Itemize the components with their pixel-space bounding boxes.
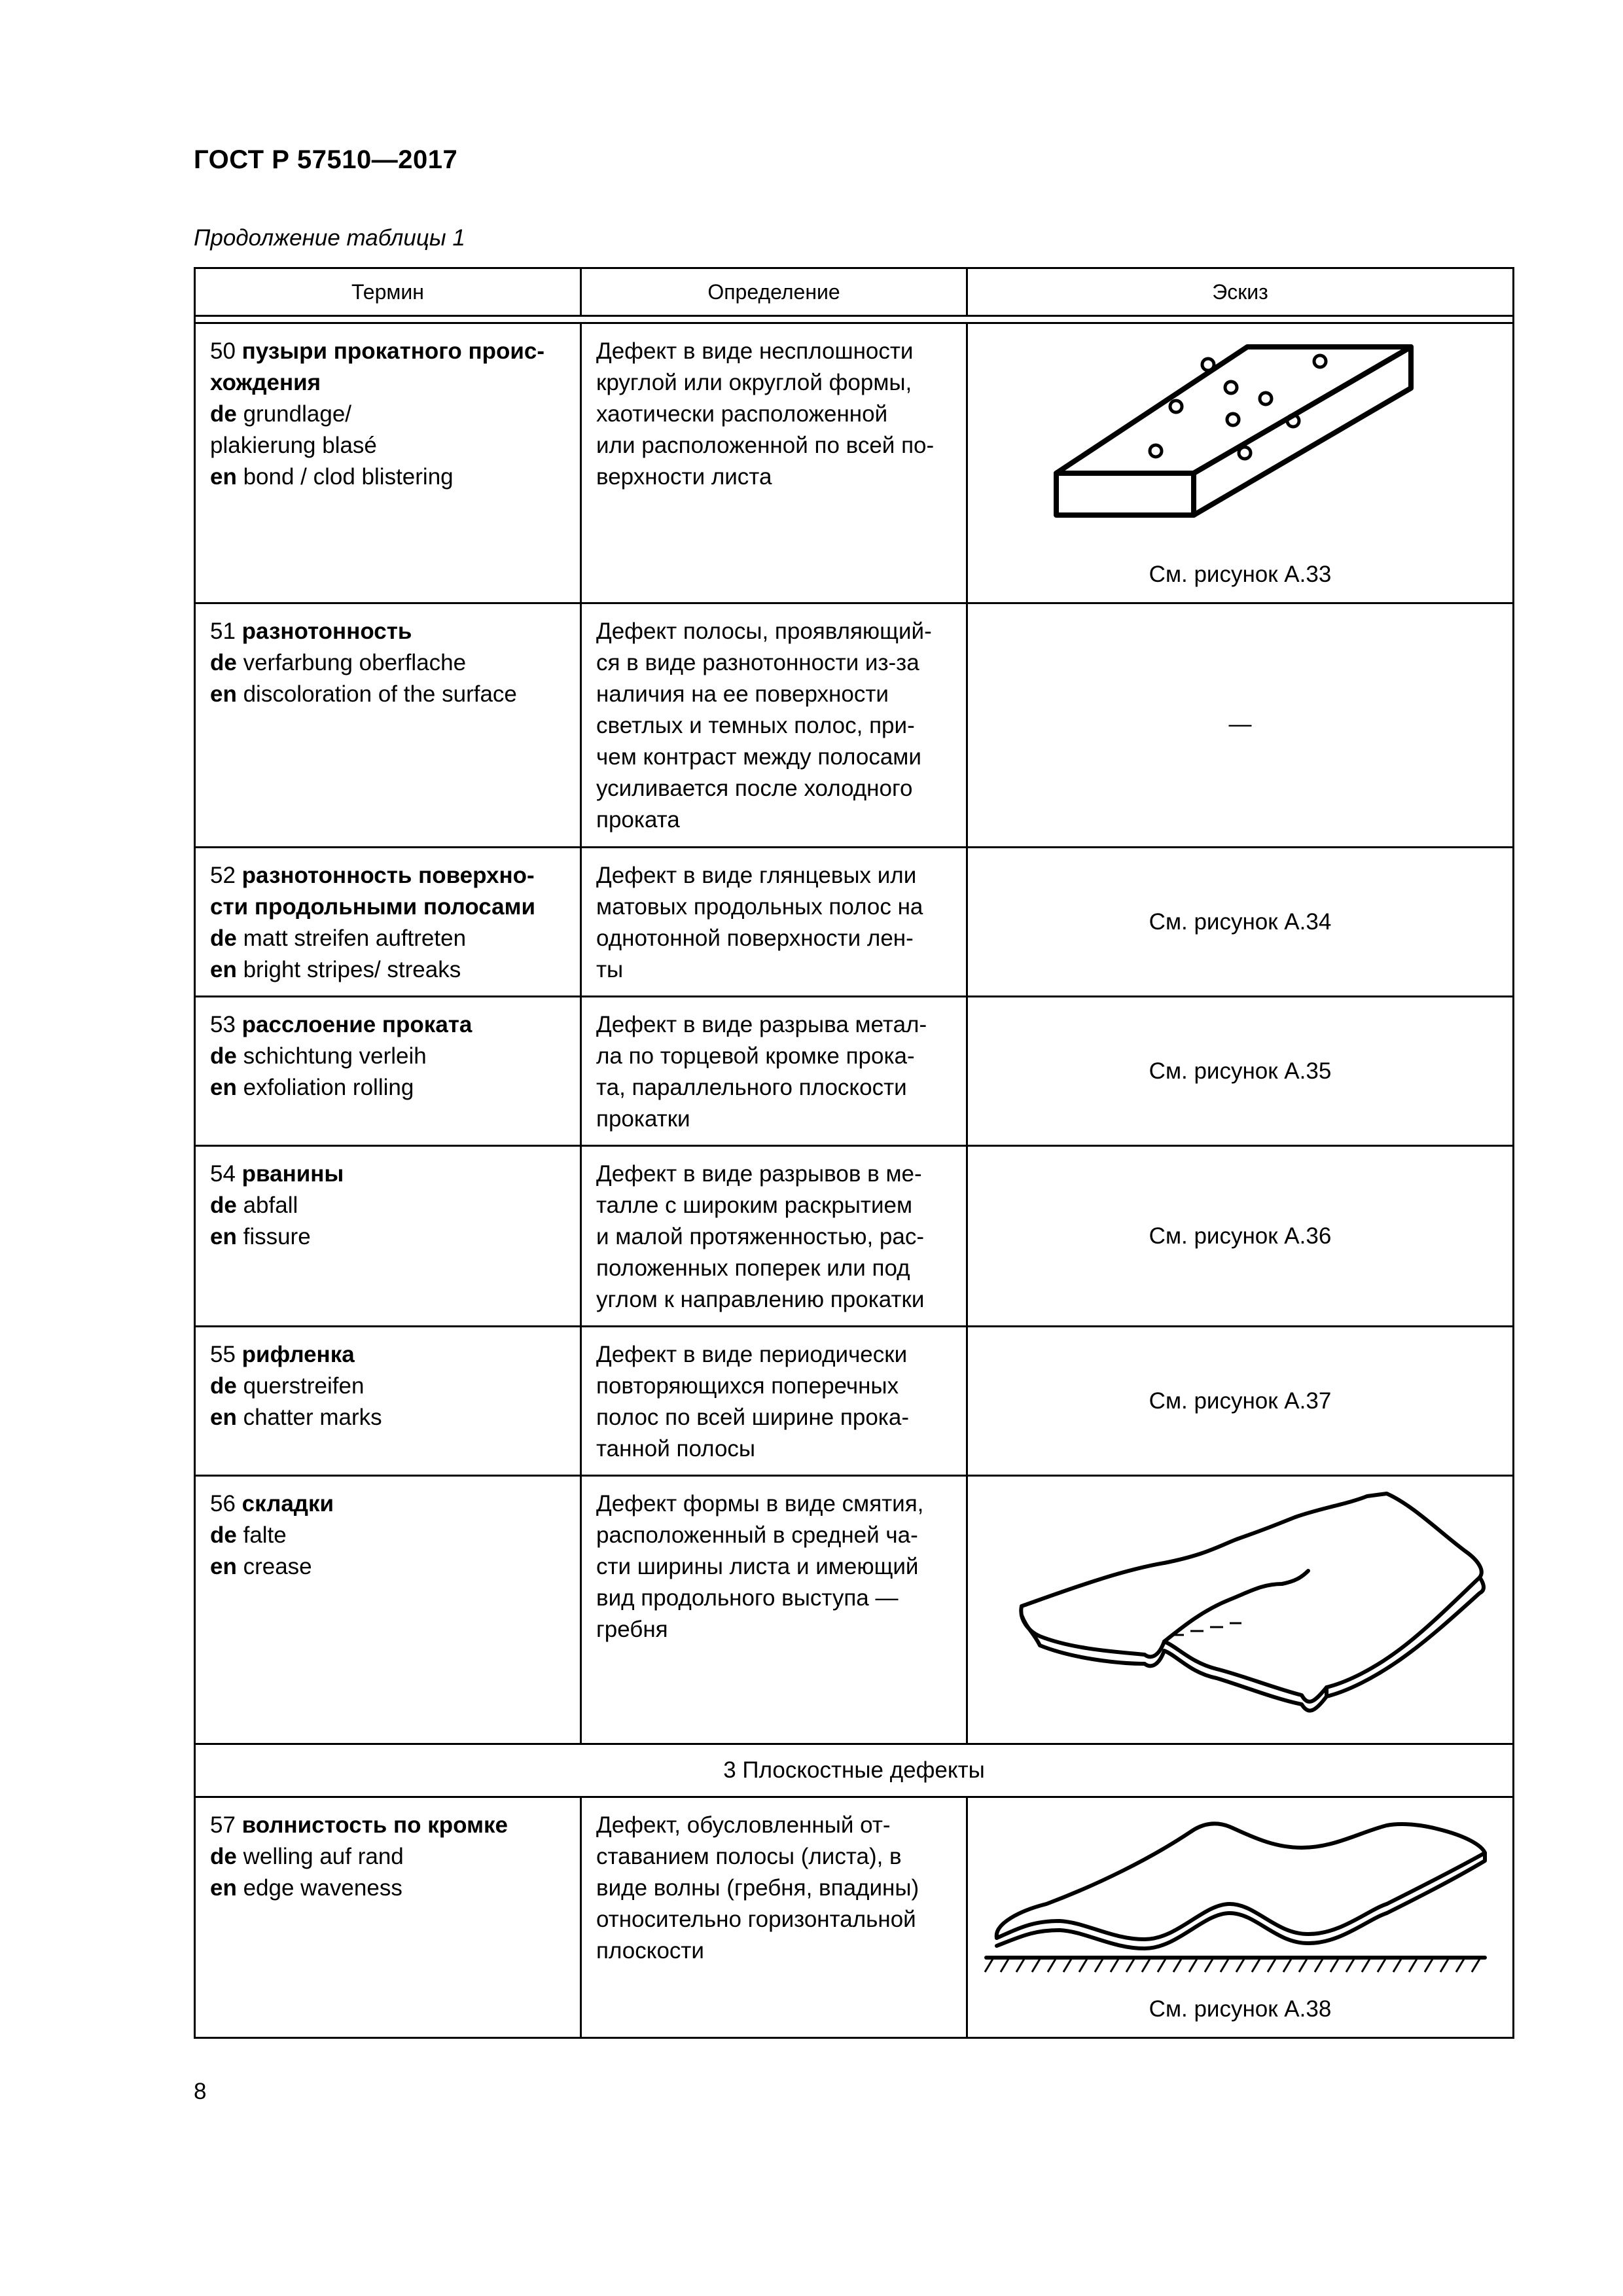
term-de: querstreifen [243,1373,365,1399]
term-cell [195,997,581,1146]
sketch-cell [967,603,1514,848]
term-en: crease [243,1554,312,1579]
sketch-reference: См. рисунок А.36 [967,1146,1514,1327]
definition-line: ла по торцевой кромке прока- [596,1043,915,1069]
lang-label-de: de [210,1844,237,1869]
definition-line: положенных поперек или под [596,1255,910,1281]
definition-line: талле с широким раскрытием [596,1193,913,1218]
lang-label-en: en [210,464,237,490]
definition-line: ставанием полосы (листа), в [596,1844,902,1869]
sketch-reference: См. рисунок А.38 [1149,1996,1332,2022]
term-cell [195,848,581,997]
definition-line: ты [596,957,624,982]
creased-sheet-icon [968,1479,1514,1741]
definition-line: расположенный в средней ча- [596,1522,918,1548]
definition-line: полос по всей ширине прока- [596,1405,909,1430]
term-de: plakierung blasé [210,433,377,458]
term-number: 54 [210,1161,236,1187]
definition-line: Дефект в виде несплошности [596,338,914,364]
definition-line: матовых продольных полос на [596,894,923,920]
definition-line: Дефект в виде разрывов в ме- [596,1161,922,1187]
term-cell [195,323,581,603]
definition-cell [581,323,967,603]
term-name: складки [241,1491,334,1516]
term-name: рванины [241,1161,344,1187]
term-de: welling auf rand [243,1844,404,1869]
definition-line: углом к направлению прокатки [596,1287,925,1312]
term-cell [195,1146,581,1327]
definition-line: плоскости [596,1938,704,1964]
wavy-edge-sheet-icon [968,1806,1514,1982]
term-name: волнистость по кромке [241,1812,508,1838]
sketch-reference: См. рисунок А.34 [967,848,1514,997]
term-number: 52 [210,863,236,888]
definition-line: круглой или округлой формы, [596,370,912,395]
definition-line: верхности листа [596,464,772,490]
definition-line: сти ширины листа и имеющий [596,1554,919,1579]
lang-label-de: de [210,401,237,427]
standard-header: ГОСТ Р 57510—2017 [194,145,458,174]
definition-cell [581,1146,967,1327]
definition-cell [581,1327,967,1476]
definition-line: наличия на ее поверхности [596,681,889,707]
term-number: 53 [210,1012,236,1037]
table-row [195,1327,1514,1476]
term-en: edge waveness [243,1875,402,1901]
definition-line: вид продольного выступа — [596,1585,899,1611]
sketch-cell [967,1476,1514,1744]
definition-cell [581,997,967,1146]
sketch-reference: См. рисунок А.37 [967,1327,1514,1476]
definition-line: Дефект в виде периодически [596,1342,908,1367]
term-de: verfarbung oberflache [243,650,467,675]
sketch-cell [967,323,1514,603]
term-number: 50 [210,338,236,364]
terms-table [194,267,1514,2039]
term-number: 55 [210,1342,236,1367]
column-header-term: Термин [195,268,581,316]
table-row [195,1146,1514,1327]
definition-line: гребня [596,1617,668,1642]
definition-cell [581,848,967,997]
definition-line: виде волны (гребня, впадины) [596,1875,919,1901]
lang-label-en: en [210,1075,237,1100]
term-name: разнотонность поверхно- [241,863,535,888]
definition-cell [581,1476,967,1744]
definition-line: усиливается после холодного [596,776,913,801]
term-name: разнотонность [241,619,412,644]
lang-label-en: en [210,1554,237,1579]
lang-label-en: en [210,1875,237,1901]
term-number: 51 [210,619,236,644]
term-en: chatter marks [243,1405,382,1430]
definition-line: танной полосы [596,1436,756,1462]
definition-line: Дефект формы в виде смятия, [596,1491,924,1516]
lang-label-en: en [210,1405,237,1430]
sketch-reference: См. рисунок А.35 [967,997,1514,1146]
lang-label-de: de [210,1193,237,1218]
definition-line: прокатки [596,1106,690,1132]
lang-label-de: de [210,1522,237,1548]
table-caption: Продолжение таблицы 1 [194,225,465,251]
table-row [195,1476,1514,1744]
definition-line: чем контраст между полосами [596,744,921,770]
term-en: bond / clod blistering [243,464,454,490]
table-row [195,603,1514,848]
lang-label-de: de [210,650,237,675]
term-en: fissure [243,1224,311,1249]
term-name: рифленка [241,1342,355,1367]
lang-label-de: de [210,925,237,951]
section-title: 3 Плоскостные дефекты [195,1744,1514,1797]
definition-line: и малой протяженностью, рас- [596,1224,925,1249]
definition-line: ся в виде разнотонности из-за [596,650,919,675]
term-name: расслоение проката [241,1012,473,1037]
term-name: сти продольными полосами [210,894,536,920]
term-de: abfall [243,1193,298,1218]
term-de: matt streifen auftreten [243,925,467,951]
term-cell [195,1476,581,1744]
definition-line: Дефект в виде глянцевых или [596,863,917,888]
term-name: хождения [210,370,321,395]
definition-line: та, параллельного плоскости [596,1075,907,1100]
definition-line: однотонной поверхности лен- [596,925,914,951]
term-en: discoloration of the surface [243,681,517,707]
sketch-cell [967,1797,1514,2038]
definition-line: Дефект полосы, проявляющий- [596,619,932,644]
term-de: grundlage/ [243,401,352,427]
definition-cell [581,603,967,848]
definition-cell [581,1797,967,2038]
lang-label-en: en [210,1224,237,1249]
table-row [195,848,1514,997]
table-header-row [195,268,1514,316]
definition-line: или расположенной по всей по- [596,433,935,458]
lang-label-en: en [210,681,237,707]
term-number: 57 [210,1812,236,1838]
lang-label-en: en [210,957,237,982]
blistered-plate-icon [968,337,1514,547]
lang-label-de: de [210,1043,237,1069]
table-row [195,997,1514,1146]
definition-line: повторяющихся поперечных [596,1373,899,1399]
sketch-reference: См. рисунок А.33 [1149,562,1332,587]
term-cell [195,1797,581,2038]
definition-line: Дефект, обусловленный от- [596,1812,891,1838]
table-row [195,323,1514,603]
table-row [195,1797,1514,2038]
term-de: falte [243,1522,287,1548]
term-name: пузыри прокатного проис- [241,338,545,364]
definition-line: относительно горизонтальной [596,1907,916,1932]
column-header-sketch: Эскиз [967,268,1514,316]
term-cell [195,603,581,848]
definition-line: хаотически расположенной [596,401,888,427]
definition-line: светлых и темных полос, при- [596,713,915,738]
term-cell [195,1327,581,1476]
section-row [195,1744,1514,1797]
term-en: bright stripes/ streaks [243,957,461,982]
definition-line: проката [596,807,680,833]
term-number: 56 [210,1491,236,1516]
term-de: schichtung verleih [243,1043,427,1069]
page-number: 8 [194,2079,207,2104]
sketch-reference: — [1228,711,1252,737]
definition-line: Дефект в виде разрыва метал- [596,1012,927,1037]
lang-label-de: de [210,1373,237,1399]
column-header-definition: Определение [581,268,967,316]
term-en: exfoliation rolling [243,1075,414,1100]
